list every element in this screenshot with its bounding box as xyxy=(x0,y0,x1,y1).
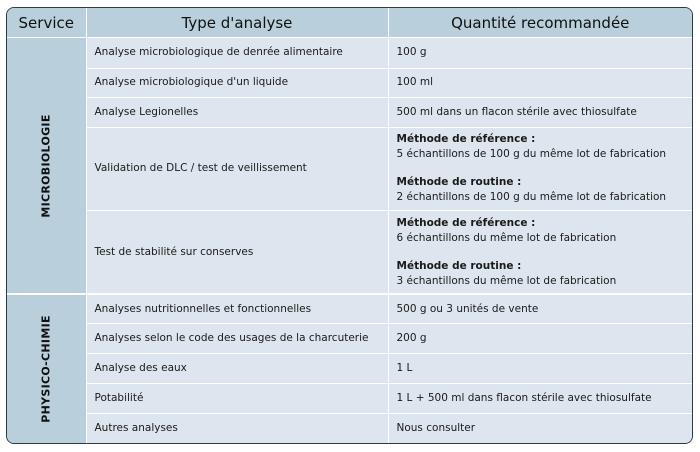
analysis-table xyxy=(7,8,692,443)
type-cell: Validation de DLC / test de veillissement xyxy=(86,127,388,211)
type-cell: Analyse des eaux xyxy=(86,353,388,384)
table-row xyxy=(7,413,692,443)
routine-method-label: Méthode de routine : xyxy=(396,259,522,272)
type-cell: Analyse microbiologique de denrée alimentaire xyxy=(86,38,388,69)
type-cell: Test de stabilité sur conserves xyxy=(86,211,388,295)
quantity-cell: 100 ml xyxy=(388,68,692,98)
routine-method-label: Méthode de routine : xyxy=(396,176,522,189)
header-type: Type d'analyse xyxy=(86,8,388,38)
service-label: MICROBIOLOGIE xyxy=(39,113,53,218)
header-row xyxy=(7,8,692,38)
type-cell: Analyse Legionelles xyxy=(86,98,388,128)
header-service: Service xyxy=(7,8,86,38)
service-physico-chimie xyxy=(7,294,86,443)
routine-method-value: 3 échantillons du même lot de fabrication xyxy=(396,274,617,287)
table-row xyxy=(7,211,692,295)
routine-method xyxy=(397,175,685,205)
routine-method-value: 2 échantillons de 100 g du même lot de fabrication xyxy=(396,191,667,204)
quantity-cell: 500 g ou 3 unités de vente xyxy=(388,294,692,324)
quantity-cell xyxy=(388,211,692,295)
table-row xyxy=(7,324,692,354)
service-microbiologie xyxy=(7,38,86,295)
table-row xyxy=(7,127,692,211)
table-row xyxy=(7,294,692,324)
reference-method xyxy=(397,216,685,246)
reference-method-value: 5 échantillons de 100 g du même lot de fabrication xyxy=(396,148,667,161)
reference-method-value: 6 échantillons du même lot de fabrication xyxy=(396,231,617,244)
service-label: PHYSICO-CHIMIE xyxy=(39,315,53,423)
quantity-cell: Nous consulter xyxy=(388,413,692,443)
quantity-cell xyxy=(388,127,692,211)
type-cell: Autres analyses xyxy=(86,413,388,443)
type-cell: Analyse microbiologique d'un liquide xyxy=(86,68,388,98)
table-row xyxy=(7,68,692,98)
table-row xyxy=(7,384,692,414)
header-quantity: Quantité recommandée xyxy=(388,8,692,38)
quantity-cell: 200 g xyxy=(388,324,692,354)
table-row xyxy=(7,98,692,128)
type-cell: Analyses nutritionnelles et fonctionnelles xyxy=(86,294,388,324)
reference-method-label: Méthode de référence : xyxy=(396,133,536,146)
quantity-cell: 500 ml dans un flacon stérile avec thiosulfate xyxy=(388,98,692,128)
quantity-cell: 1 L xyxy=(388,353,692,384)
reference-method-label: Méthode de référence : xyxy=(396,216,536,229)
quantity-cell: 1 L + 500 ml dans flacon stérile avec thiosulfate xyxy=(388,384,692,414)
type-cell: Analyses selon le code des usages de la charcuterie xyxy=(86,324,388,354)
analysis-table-container xyxy=(6,7,693,444)
table-row xyxy=(7,38,692,69)
type-cell: Potabilité xyxy=(86,384,388,414)
routine-method xyxy=(397,259,685,289)
table-row xyxy=(7,353,692,384)
reference-method xyxy=(397,132,685,162)
quantity-cell: 100 g xyxy=(388,38,692,69)
